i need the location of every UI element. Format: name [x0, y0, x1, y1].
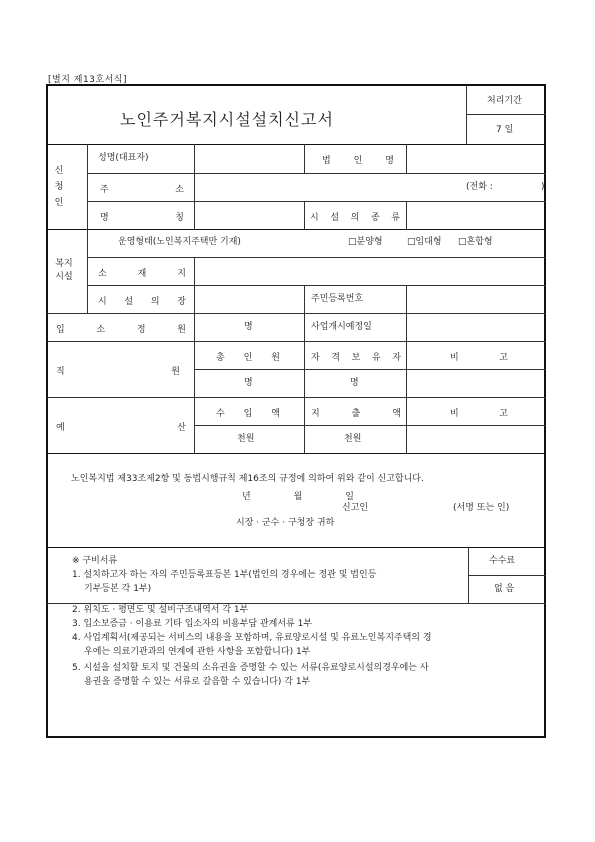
address-label: 주 소 [100, 185, 184, 195]
fee-label: 수수료 [489, 556, 516, 566]
location-label: 소 재 지 [98, 269, 186, 279]
income-unit: 천원 [237, 434, 255, 444]
option-mixed[interactable]: □혼합형 [458, 237, 493, 247]
budget-note-label: 비 고 [450, 409, 508, 419]
declarant-label: 신고인 [342, 503, 369, 513]
budget-label: 예 산 [56, 423, 186, 433]
representative-name-label: 성명(대표자) [98, 153, 149, 163]
document-item-5-cont: 용권을 증명할 수 있는 서류로 갈음할 수 있습니다) 각 1부 [84, 677, 311, 687]
addressee: 시장 · 군수 · 구청장 귀하 [236, 518, 335, 528]
document-item-3: 3. 입소보증금 · 이용료 기타 입소자의 비용부담 관계서류 1부 [72, 619, 313, 629]
resident-number-label: 주민등록번호 [311, 294, 364, 304]
option-lease[interactable]: □임대형 [407, 237, 442, 247]
document-item-2: 2. 위치도 · 평면도 및 설비구조내역서 각 1부 [72, 605, 249, 615]
documents-heading: ※ 구비서류 [72, 556, 118, 566]
capacity-label: 입 소 정 원 [56, 325, 186, 335]
form-number-label: [별지 제13호서식] [48, 75, 127, 85]
total-staff-label: 총 인 원 [216, 353, 280, 363]
phone-close: ) [541, 182, 545, 192]
corporation-name-label: 법 인 명 [322, 156, 394, 166]
expense-unit: 천원 [344, 434, 362, 444]
facility-type-label: 시 설 의 종 류 [310, 213, 400, 223]
document-item-1: 1. 설치하고자 하는 자의 주민등록표등본 1부(법인의 경우에는 정관 및 법인등 [72, 570, 377, 580]
form-title: 노인주거복지시설설치신고서 [120, 110, 334, 129]
facility-head-label: 시 설 의 장 [98, 297, 186, 307]
qualified-staff-label: 자 격 보 유 자 [311, 353, 401, 363]
capacity-unit: 명 [244, 322, 253, 332]
document-item-4-cont: 우에는 의료기관과의 연계에 관한 사항을 포함합니다) 1부 [84, 647, 311, 657]
applicant-section-label: 신 청 인 [54, 166, 64, 208]
fee-value: 없 음 [494, 584, 515, 594]
income-label: 수 입 액 [216, 409, 280, 419]
option-sale[interactable]: □분양형 [348, 237, 383, 247]
operation-type-label: 운영형태(노인복지주택만 기재) [118, 237, 241, 247]
staff-label: 직 원 [56, 367, 180, 377]
processing-period-value: 7 일 [496, 125, 514, 135]
expense-label: 지 출 액 [311, 409, 401, 419]
staff-note-label: 비 고 [450, 353, 508, 363]
facility-title-label: 명 칭 [100, 213, 184, 223]
declaration-text: 노인복지법 제33조제2항 및 동법시행규칙 제16조의 규정에 의하여 위와 같이 신고합니다. [71, 474, 424, 484]
facility-section-label: 복지 시설 [55, 259, 73, 282]
signature-label: (서명 또는 인) [453, 503, 510, 513]
document-item-1-cont: 기부등본 각 1부) [84, 584, 152, 594]
total-staff-unit: 명 [244, 378, 253, 388]
processing-period-label: 처리기간 [487, 96, 522, 106]
document-item-5: 5. 시설을 설치할 토지 및 건물의 소유권을 증명할 수 있는 서류(유료양로시설의경우에는 사 [72, 663, 429, 673]
document-item-4: 4. 사업계획서(제공되는 서비스의 내용을 포함하며, 유료양로시설 및 유료노인복지주택의 경 [72, 633, 432, 643]
qualified-staff-unit: 명 [350, 378, 359, 388]
start-date-label: 사업개시예정일 [311, 322, 372, 332]
declaration-date: 년 월 일 [242, 492, 354, 502]
phone-label: (전화 : [466, 182, 493, 192]
